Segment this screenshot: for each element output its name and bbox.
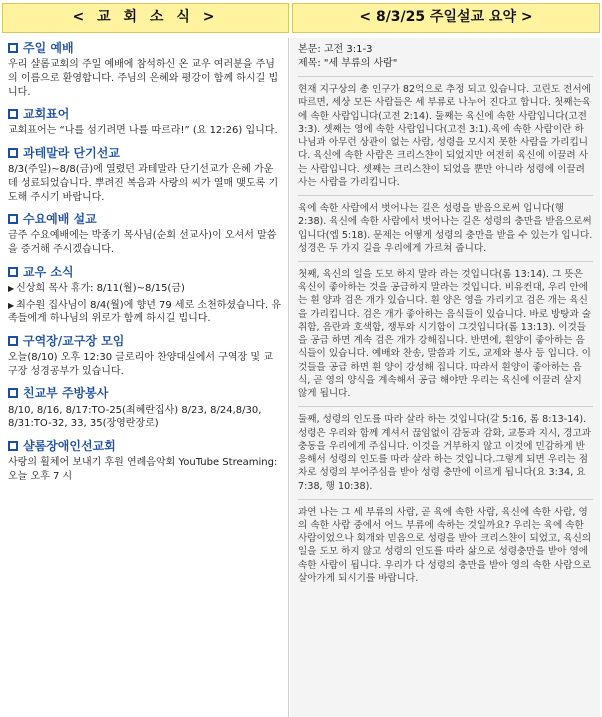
triangle-bullet-icon: ▶	[8, 283, 15, 293]
square-bullet-icon	[8, 267, 18, 277]
square-bullet-icon	[8, 109, 18, 119]
news-section-leaders	[8, 333, 282, 379]
sermon-paragraph: 현재 지구상의 총 인구가 82억으로 추정 되고 있습니다. 고린도 전서에 따르면, 세상 모든 사람들은 세 부류로 나누어 진다고 합니다. 첫째는육에 속한 사람입니다(고전 2:14). 둘째는 육신에 속한 사람입니다(고전 3:3). 셋째는 영에 속한 사람입니다(고전 3:1).육에 속한 사람이란 하나님과 아무런 상관이 없는 사람, 성령을 모시지 못한 사람을 가리킵니다. 육신에 속한 사람은 크리스챤이 되었지만 여전히 육신에 이끌려 사는 사람입니다. 셋째는 크리스챤이 되었을 뿐만 아니라 성령에 이끌려 사는 사람을 가리킵니다.	[298, 83, 593, 196]
section-body: 8/10, 8/16, 8/17:TO-25(최혜란집사) 8/23, 8/24,8/30, 8/31:TO-32, 33, 35(장영란장로)	[8, 404, 262, 430]
section-body: 교회표어는 “나를 섬기려면 나를 따르라!” (요 12:26) 입니다.	[8, 125, 278, 137]
sermon-column	[290, 38, 600, 717]
sermon-passage: 본문: 고전 3:1-3	[298, 44, 373, 55]
triangle-bullet-icon: ▶	[8, 300, 15, 310]
news-section-kitchen	[8, 385, 282, 431]
list-item: ▶ 최수원 집사님이 8/4(월)에 향년 79 세로 소천하셨습니다. 유족들에게 하나님의 위로가 함께 하시길 빕니다.	[8, 299, 282, 325]
section-body: 사랑의 횔체어 보내기 후원 연례음악회 YouTube Streaming: 오늘 오후 7 시	[8, 457, 278, 482]
section-title: 수요예배 설교	[23, 212, 97, 227]
section-title: 구역장/교구장 모임	[23, 333, 125, 348]
news-section-motto	[8, 106, 282, 138]
sermon-heading	[298, 43, 593, 77]
sermon-paragraph: 둘째, 성령의 인도를 따라 살라 하는 것입니다(갈 5:16, 롬 8:13-14). 성령은 우리와 함께 계셔서 끊임없이 감동과 감화, 교통과 지시, 경고과 충동을 우리에게 주십니다. 이것을 거부하지 않고 이것에 민감하게 반응해서 성령의 인도를 따라 살라 하는 것입니다.그렇게 되면 우리는 점차로 성령의 부어주심을 받아 성령 충만에 이르게 됩니다(요 3:34, 요 7:38, 행 10:38).	[298, 413, 593, 499]
news-section-mission	[8, 145, 282, 204]
square-bullet-icon	[8, 336, 18, 346]
square-bullet-icon	[8, 388, 18, 398]
section-body: 오늘(8/10) 오후 12:30 글로리아 찬양대실에서 구역장 및 교구장 성경공부가 있습니다.	[8, 352, 273, 377]
section-title: 과테말라 단기선교	[23, 146, 120, 160]
section-title: 주일 예배	[23, 41, 74, 55]
news-section-members	[8, 264, 282, 326]
square-bullet-icon	[8, 43, 18, 53]
square-bullet-icon	[8, 148, 18, 158]
square-bullet-icon	[8, 441, 18, 451]
section-body: 우리 샬롬교회의 주일 예배에 참석하신 온 교우 여러분을 주님의 이름으로 환영합니다. 주님의 은혜와 평강이 함께 하시길 빕니다.	[8, 59, 279, 98]
square-bullet-icon	[8, 214, 18, 224]
church-news-column	[2, 38, 289, 717]
header	[0, 0, 602, 36]
sermon-paragraph: 육에 속한 사람에서 벗어나는 길은 성령을 받음으로써 입니다(행 2:38). 육신에 속한 사람에서 벗어나는 길은 성령의 충만을 받음으로써 입니다(엡 5:18). 문제는 어떻게 성령의 충만을 받을 수 있는가 입니다. 성경은 두 가지 길을 우리에게 가르쳐 줍니다.	[298, 202, 593, 262]
section-title: 교회표어	[23, 107, 70, 122]
news-section-disability	[8, 438, 282, 484]
news-section-wednesday	[8, 211, 282, 257]
church-news-banner: < 교 회 소 식 >	[2, 3, 289, 33]
sermon-paragraph: 첫째, 육신의 일을 도모 하지 말라 라는 것입니다(롬 13:14). 그 뜻은 육신이 좋아하는 것을 공급하지 말라는 것입니다. 비유컨대, 우리 안에는 흰 양과 검은 개가 있습니다. 흰 양은 영을 가리키고 검은 개는 육신을 가리킵니다. 검은 개가 좋아하는 음식들이 있습니다. 바로 방탕과 술취함, 음란과 호색함, 쟁투와 시기함이 그것입니다(롬 13:13). 이것들을 공급 하면 계속 검은 개가 강해집니다. 반면에, 흰양이 좋아하는 음식들이 있습니다. 예배와 찬송, 말씀과 기도, 교제와 봉사 등 입니다. 이것들을 공급 하면 흰 양이 강성해 집니다. 따라서 흰양이 좋아하는 음식, 곧 영의 양식을 계속해서 공급 해야만 우리는 육신에 이끌려 살지 않게 됩니다.	[298, 268, 593, 407]
list-item: ▶ 신상희 목사 휴가: 8/11(월)~8/15(금)	[8, 282, 185, 294]
section-title: 샬롬장애인선교회	[23, 438, 116, 453]
sermon-paragraph: 과연 나는 그 세 부류의 사람, 곧 육에 속한 사람, 육신에 속한 사람, 영의 속한 사람 중에서 어느 부류에 속하는 것일까요? 우리는 육에 속한 사람이었으나 회개와 믿음으로 성령을 받아 크리스챤이 되었고, 육신의 일을 도모 하지 않고 성령의 인도를 따라 삶으로 성령충만을 받아 영에 속한 사람이 됩니다. 우리가 다 성령의 충만을 받아 영의 속한 사람으로 살아가게 되시기를 바랍니다.	[298, 506, 592, 584]
section-title: 교우 소식	[23, 264, 74, 279]
section-body: 8/3(주일)~8/8(금)에 열렸던 과테말라 단기선교가 은혜 가운데 성료되었습니다. 뿌려진 복음과 사랑의 씨가 열매 맺도록 기도해 주시기 바랍니다.	[8, 164, 279, 203]
news-section-worship	[8, 40, 282, 99]
sermon-summary-banner: < 8/3/25 주일설교 요약 >	[292, 3, 600, 33]
section-body: 금주 수요예배에는 박종기 목사님(순회 선교사)이 오셔서 말씀을 증거해 주시겠습니다.	[8, 230, 277, 255]
section-title: 친교부 주방봉사	[23, 386, 109, 401]
sermon-title: 제목: "세 부류의 사람"	[298, 57, 398, 69]
